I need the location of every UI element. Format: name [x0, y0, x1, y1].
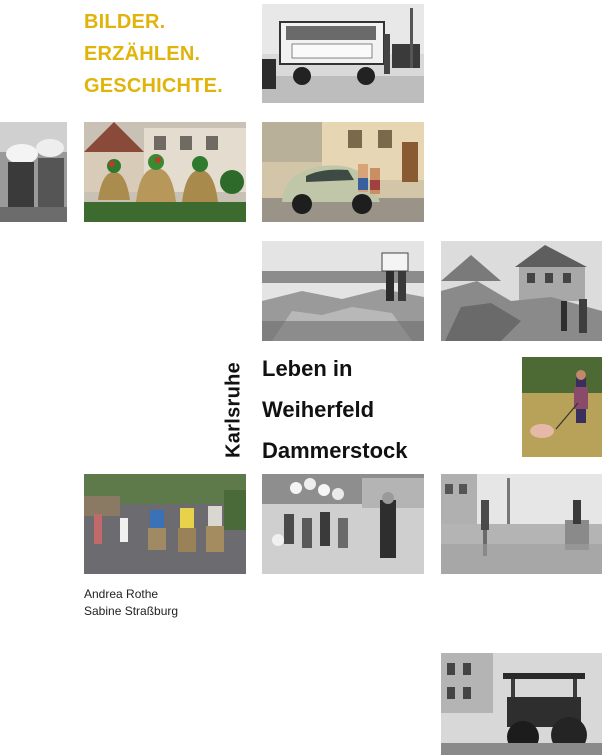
photo-balloons [262, 474, 424, 574]
slogan-line-1: BILDER. [84, 11, 166, 33]
slogan-line-3: GESCHICHTE. [84, 75, 223, 97]
authors [84, 586, 178, 620]
photo-steam-roller [441, 653, 602, 755]
photo-ruins [441, 241, 602, 341]
place-name: Karlsruhe [222, 361, 245, 459]
photo-bus [262, 4, 424, 103]
author-2: Sabine Straßburg [84, 604, 179, 618]
photo-beetle-car [262, 122, 424, 222]
title-line-1: Leben in [262, 356, 353, 381]
slogan-line-2: ERZÄHLEN. [84, 43, 201, 65]
title-line-3: Dammerstock [262, 438, 408, 463]
title-line-2: Weiherfeld [262, 397, 375, 422]
slogan [84, 6, 223, 102]
photo-rubble-paper [262, 241, 424, 341]
author-1: Andrea Rothe [84, 587, 159, 601]
photo-kids-caps [0, 122, 67, 222]
photo-sack-race [84, 474, 246, 574]
photo-pig [522, 357, 602, 457]
photo-playground [441, 474, 602, 574]
book-title [262, 348, 408, 471]
photo-bells [84, 122, 246, 222]
